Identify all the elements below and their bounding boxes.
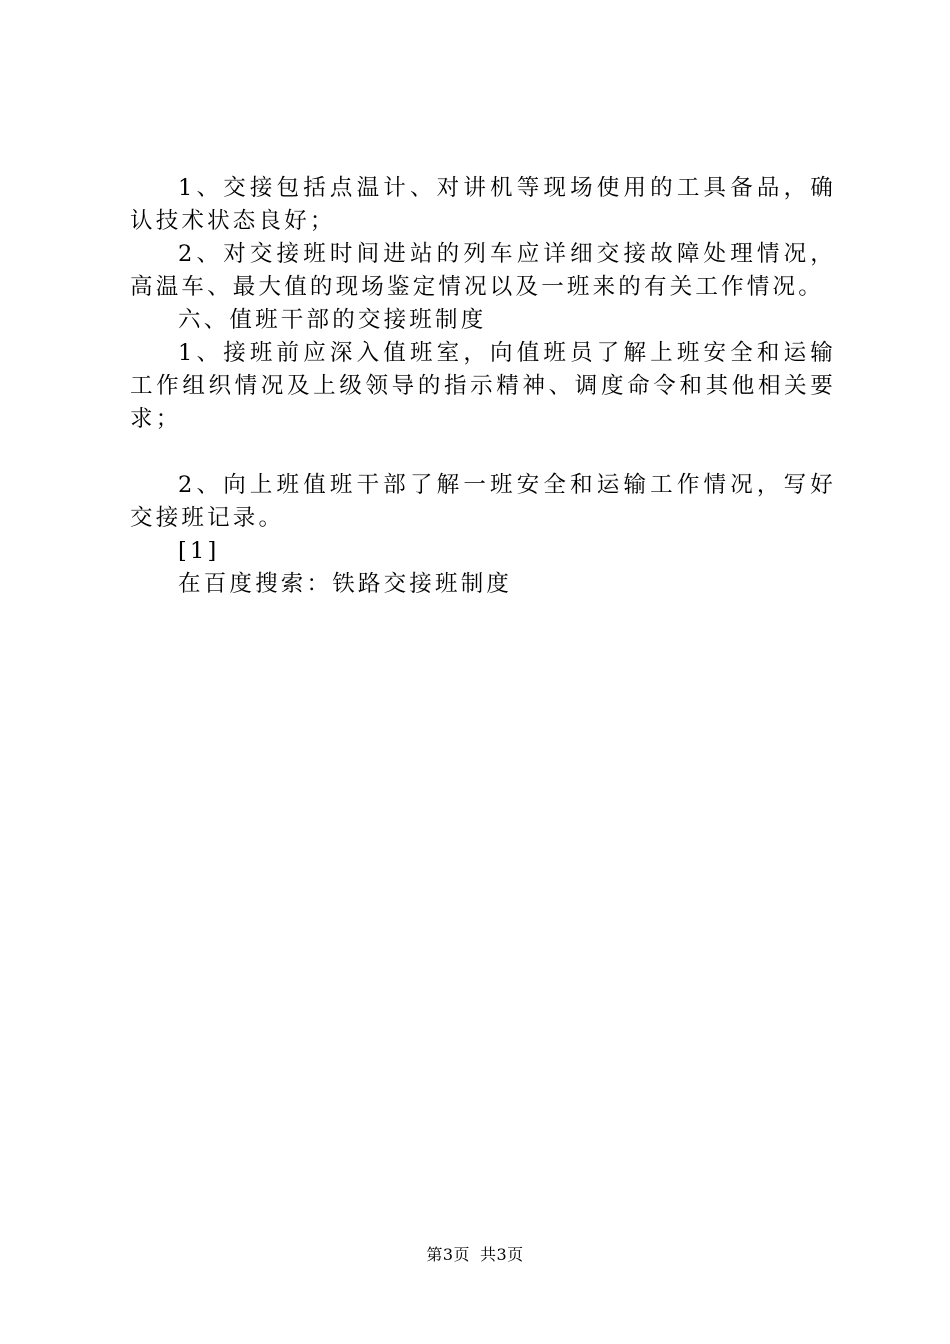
- section-heading-duty-officer: 六、值班干部的交接班制度: [178, 307, 487, 333]
- page-footer: [0, 1245, 950, 1265]
- page-number-total: 共3页: [480, 1245, 524, 1264]
- search-hint: 在百度搜索：铁路交接班制度: [178, 571, 513, 597]
- paragraph-safety-record: 2、向上班值班干部了解一班安全和运输工作情况，写好交接班记录。: [130, 472, 836, 531]
- document-body: [130, 172, 836, 601]
- paragraph-tool-handover: 1、交接包括点温计、对讲机等现场使用的工具备品，确认技术状态良好；: [130, 175, 836, 234]
- paragraph-train-handover: 2、对交接班时间进站的列车应详细交接故障处理情况，高温车、最大值的现场鉴定情况以及一班来的有关工作情况。: [130, 241, 836, 300]
- reference-marker: [1]: [178, 538, 220, 564]
- page-number-current: 第3页: [426, 1245, 470, 1264]
- paragraph-duty-room: 1、接班前应深入值班室，向值班员了解上班安全和运输工作组织情况及上级领导的指示精神、调度命令和其他相关要求；: [130, 340, 836, 432]
